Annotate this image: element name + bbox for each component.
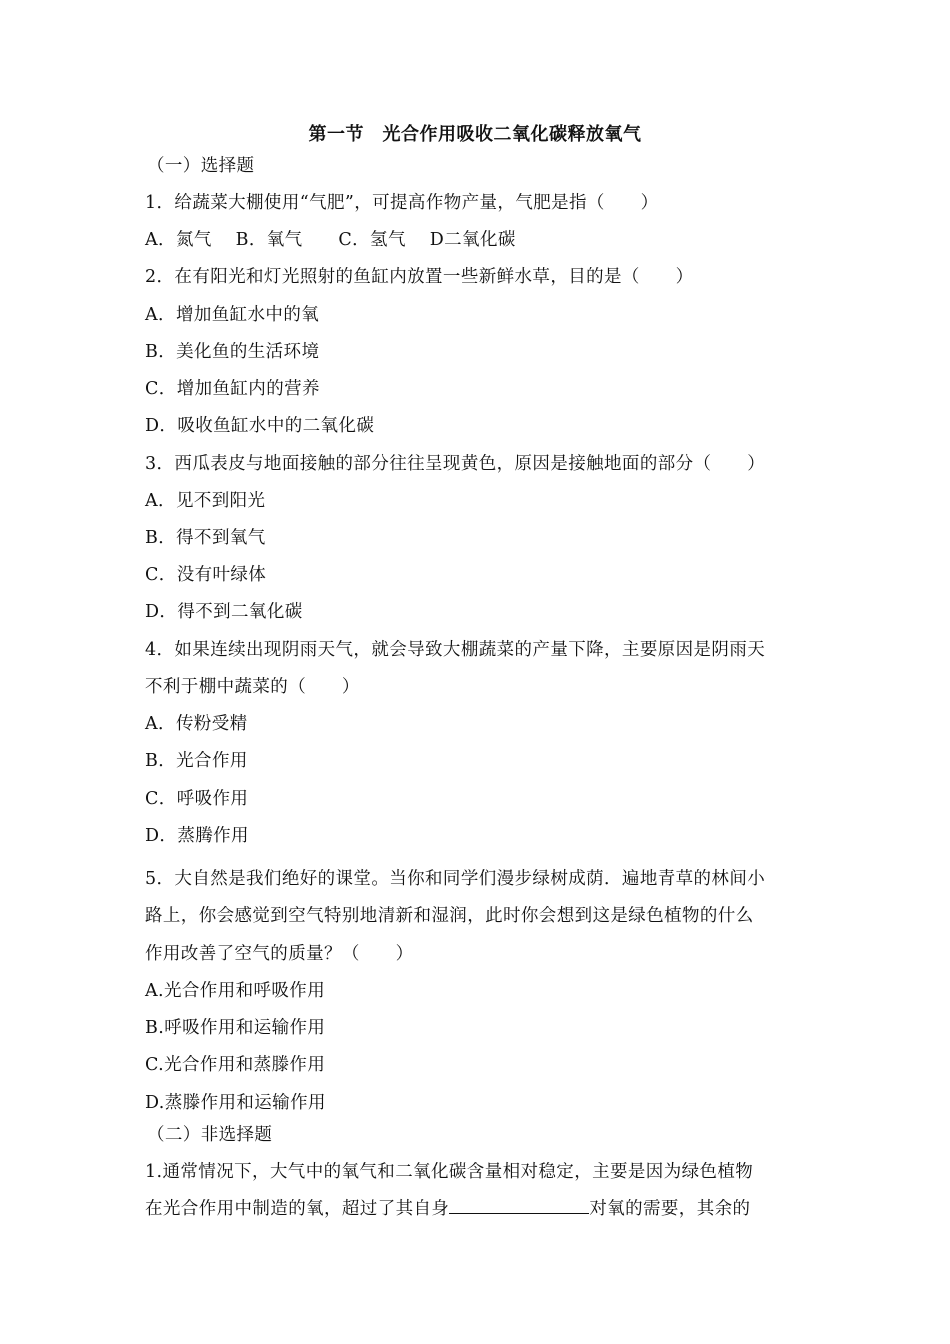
q4-stem-line2: 不利于棚中蔬菜的（ ） [145, 677, 360, 697]
q4-option-c: C．呼吸作用 [145, 789, 249, 809]
q3-option-a: A．见不到阳光 [145, 491, 266, 511]
q3-option-d: D．得不到二氧化碳 [145, 602, 303, 622]
q1-options: A．氮气 B．氧气 C．氢气 D二氧化碳 [145, 230, 516, 250]
nq1-line2-after: 对氧的需要，其余的 [589, 1199, 751, 1219]
nq1-line2-before: 在光合作用中制造的氧，超过了其自身 [145, 1199, 450, 1219]
nq1-line2 [145, 1195, 825, 1223]
q2-option-d: D．吸收鱼缸水中的二氧化碳 [145, 416, 375, 436]
nq1-line1: 1.通常情况下，大气中的氧气和二氧化碳含量相对稳定，主要是因为绿色植物 [145, 1162, 754, 1182]
q4-option-b: B．光合作用 [145, 751, 248, 771]
q1-stem: 1．给蔬菜大棚使用“气肥”，可提高作物产量，气肥是指（ ） [145, 193, 659, 213]
q5-stem-line1: 5．大自然是我们绝好的课堂。当你和同学们漫步绿树成荫．遍地青草的林间小 [145, 869, 766, 889]
q3-option-b: B．得不到氧气 [145, 528, 266, 548]
q4-option-a: A．传粉受精 [145, 714, 248, 734]
q5-stem-line3: 作用改善了空气的质量？（ ） [145, 944, 414, 964]
q2-option-a: A．增加鱼缸水中的氧 [145, 305, 320, 325]
q2-option-c: C．增加鱼缸内的营养 [145, 379, 320, 399]
q3-option-c: C．没有叶绿体 [145, 565, 267, 585]
q4-stem-line1: 4．如果连续出现阴雨天气，就会导致大棚蔬菜的产量下降，主要原因是阴雨天 [145, 640, 766, 660]
page-title: 第一节 光合作用吸收二氧化碳释放氧气 [308, 124, 642, 145]
q5-option-b: B.呼吸作用和运输作用 [145, 1018, 326, 1038]
q4-option-d: D．蒸腾作用 [145, 826, 249, 846]
section-heading-nonchoice: （二）非选择题 [147, 1125, 273, 1145]
q2-option-b: B．美化鱼的生活环境 [145, 342, 320, 362]
section-heading-choice: （一）选择题 [147, 156, 255, 176]
q2-stem: 2．在有阳光和灯光照射的鱼缸内放置一些新鲜水草，目的是（ ） [145, 267, 694, 287]
q5-option-a: A.光合作用和呼吸作用 [145, 981, 326, 1001]
answer-blank[interactable] [449, 1195, 589, 1214]
q5-option-c: C.光合作用和蒸滕作用 [145, 1055, 326, 1075]
q5-option-d: D.蒸滕作用和运输作用 [145, 1093, 326, 1113]
q5-stem-line2: 路上，你会感觉到空气特别地清新和湿润，此时你会想到这是绿色植物的什么 [145, 906, 754, 926]
q3-stem: 3．西瓜表皮与地面接触的部分往往呈现黄色，原因是接触地面的部分（ ） [145, 454, 766, 474]
